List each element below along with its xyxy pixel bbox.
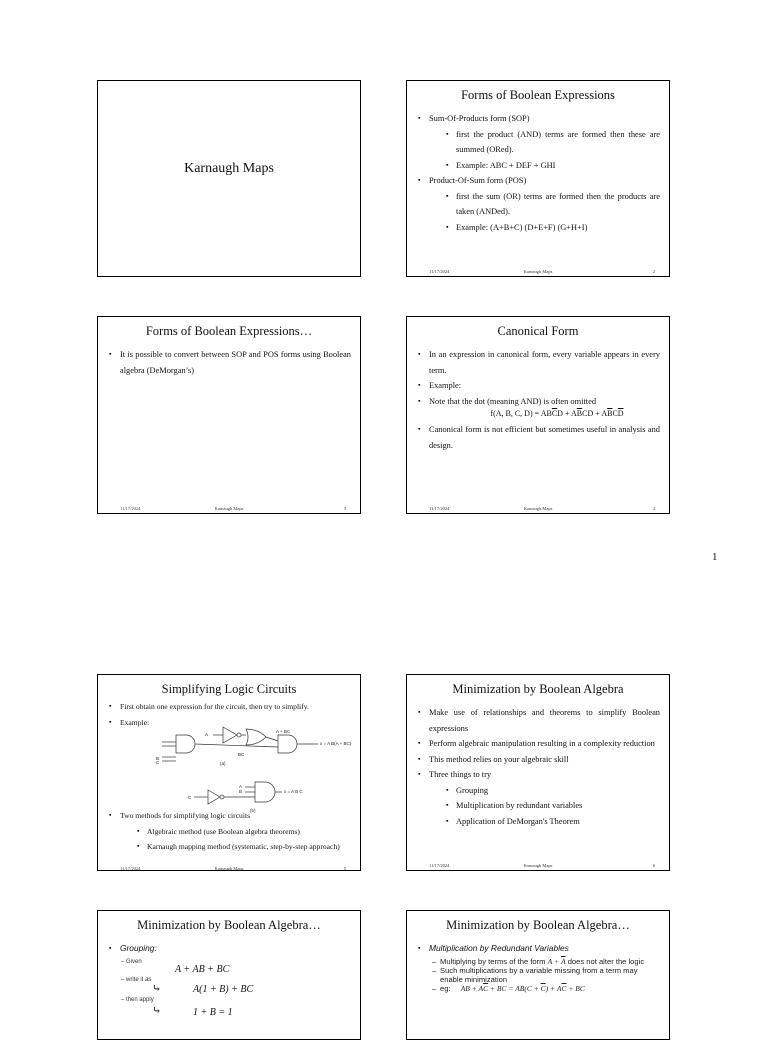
bullet: ▪ Grouping: [105, 941, 351, 957]
slide-title: Minimization by Boolean Algebra… [137, 918, 321, 932]
label-c-b: C [188, 795, 192, 800]
footer-title: Karnaugh Maps [214, 506, 244, 511]
dash-item: – Multiplying by terms of the form $A + \overline{A}$ does not alter the logic [432, 957, 660, 966]
figure-b-label: (b) [250, 808, 256, 813]
footer-date: 11/17/2024 [429, 863, 450, 868]
footer-title: Karnaugh Maps [523, 506, 553, 511]
sub-bullet: ▪ Example: (A+B+C) (D+E+F) (G+H+I) [429, 220, 660, 236]
slide-content [105, 941, 351, 1027]
bullet: ▪ Three things to try ▪ Grouping ▪ Multiplication by redundant variables ▪ Application of DeMorgan's Theorem [414, 767, 660, 829]
bullet: ▪ In an expression in canonical form, every variable appears in every term. [414, 347, 660, 378]
bullet: ▪ Multiplication by Redundant Variables [414, 941, 660, 957]
canonical-formula: f(A, B, C, $D) = AB\overline{C}D + A\overline{B}CD + A\overline{B}C\overline{D}$ [490, 409, 624, 418]
slide-7 [97, 910, 361, 1040]
slide-1 [97, 80, 361, 277]
sub-bullet: ▪ Application of DeMorgan's Theorem [429, 814, 660, 830]
slide-5 [97, 674, 361, 871]
slide-8 [406, 910, 670, 1040]
footer-date: 11/17/2024 [120, 866, 141, 871]
footer-title: Karnaugh Maps [523, 863, 553, 868]
label-b-b: B [239, 789, 243, 794]
bullet: ▪ Product-Of-Sum form (POS) ▪ first the sum (OR) terms are formed then the products are taken (ANDed). ▪ Example: (A+B+C) (D+E+F) (G+H+I) [414, 173, 660, 235]
expression-rewritten: A(1 + B) + BC [193, 983, 254, 995]
slide-4 [406, 316, 670, 514]
label-output-a: x = A B(A + BC) [320, 741, 352, 746]
bullet: ▪ First obtain one expression for the circuit, then try to simplify. [105, 699, 351, 715]
figure-a-label: (a) [220, 761, 226, 766]
slide-content [414, 347, 660, 453]
arrow-icon: ⤷ [152, 1004, 162, 1017]
footer-title: Karnaugh Maps [523, 269, 553, 274]
dash-item: – eg: AB + $A\overline{C}$ + BC = $AB(C + \overline{C}) + A\overline{C}$ + BC [432, 984, 660, 993]
label-a: A [205, 732, 209, 737]
bullet: ▪ Example: [105, 715, 351, 731]
slide-title: Karnaugh Maps [184, 161, 274, 176]
page-number: 1 [712, 551, 718, 563]
slide-title: Forms of Boolean Expressions [461, 88, 615, 102]
arrow-icon: ⤷ [152, 982, 162, 995]
bullet: ▪ It is possible to convert between SOP and POS forms using Boolean algebra (DeMorgan’s) [105, 347, 351, 378]
slide-number: 2 [652, 269, 655, 274]
slide-2 [406, 80, 670, 277]
slide-title: Simplifying Logic Circuits [161, 682, 297, 696]
label-a-b: A [239, 784, 243, 789]
footer-date: 11/17/2024 [429, 506, 450, 511]
bullet: ▪ Example: [414, 378, 660, 394]
sub-bullet: ▪ Algebraic method (use Boolean algebra theorems) [120, 824, 351, 840]
label-c: C [156, 760, 160, 765]
slide-title: Minimization by Boolean Algebra… [446, 918, 630, 932]
slide-content-lower [105, 808, 351, 855]
slide-title: Canonical Form [497, 324, 579, 338]
sub-bullet: ▪ Grouping [429, 783, 660, 799]
sub-bullet: ▪ first the sum (OR) terms are formed then the products are taken (ANDed). [429, 189, 660, 220]
sub-bullet: ▪ first the product (AND) terms are formed then these are summed (ORed). [429, 127, 660, 158]
sub-bullet: ▪ Karnaugh mapping method (systematic, step-by-step approach) [120, 839, 351, 855]
slide-content [414, 941, 660, 993]
label-abc: A + BC [276, 729, 291, 734]
example-expression: AB + $A\overline{C}$ + BC = $AB(C + \overline{C}) + A\overline{C}$ + BC [460, 984, 585, 994]
sub-bullet: ▪ Example: ABC + DEF + GHI [429, 158, 660, 174]
label-output-b: x = A B C [284, 789, 303, 794]
slide-title: Forms of Boolean Expressions… [145, 324, 313, 338]
slide-content [414, 111, 660, 235]
slide-number: 5 [343, 866, 346, 871]
bullet: ▪ Canonical form is not efficient but sometimes useful in analysis and design. [414, 422, 660, 453]
slide-number: 3 [343, 506, 346, 511]
bullet: ▪ This method relies on your algebraic skill [414, 752, 660, 768]
label-bc: BC [238, 752, 245, 757]
label-b: B [156, 756, 160, 761]
bullet: ▪ Sum-Of-Products form (SOP) ▪ first the product (AND) terms are formed then these are summed (ORed). ▪ Example: ABC + DEF + GHI [414, 111, 660, 173]
dash-item: – Such multiplications by a variable missing from a term may enable minimization [432, 966, 660, 984]
grouping-steps: – Given A + AB + BC – write it as ⤷ A(1 + B) + BC – then apply ⤷ 1 + B = 1 [121, 958, 254, 1018]
footer-title: Karnaugh Maps [214, 866, 244, 871]
expression-given: A + AB + BC [175, 963, 230, 975]
expression-applied: 1 + B = 1 [193, 1006, 233, 1018]
slide-number: 6 [652, 863, 655, 868]
slide-3 [97, 316, 361, 514]
bullet: ▪ Make use of relationships and theorems to simplify Boolean expressions [414, 705, 660, 736]
footer-date: 11/17/2024 [120, 506, 141, 511]
logic-circuit-diagram [98, 723, 362, 813]
slide-content [414, 705, 660, 829]
footer-date: 11/17/2024 [429, 269, 450, 274]
bullet: ▪ Perform algebraic manipulation resulting in a complexity reduction [414, 736, 660, 752]
sub-bullet: ▪ Multiplication by redundant variables [429, 798, 660, 814]
slide-content [105, 347, 351, 378]
slide-title: Minimization by Boolean Algebra [452, 682, 624, 696]
bullet: ▪ Two methods for simplifying logic circuits ▪ Algebraic method (use Boolean algebra theorems) ▪ Karnaugh mapping method (systematic, step-by-step approach) [105, 808, 351, 855]
bullet: ▪ Note that the dot (meaning AND) is often omitted [414, 394, 660, 410]
slide-6 [406, 674, 670, 871]
slide-number: 4 [652, 506, 655, 511]
